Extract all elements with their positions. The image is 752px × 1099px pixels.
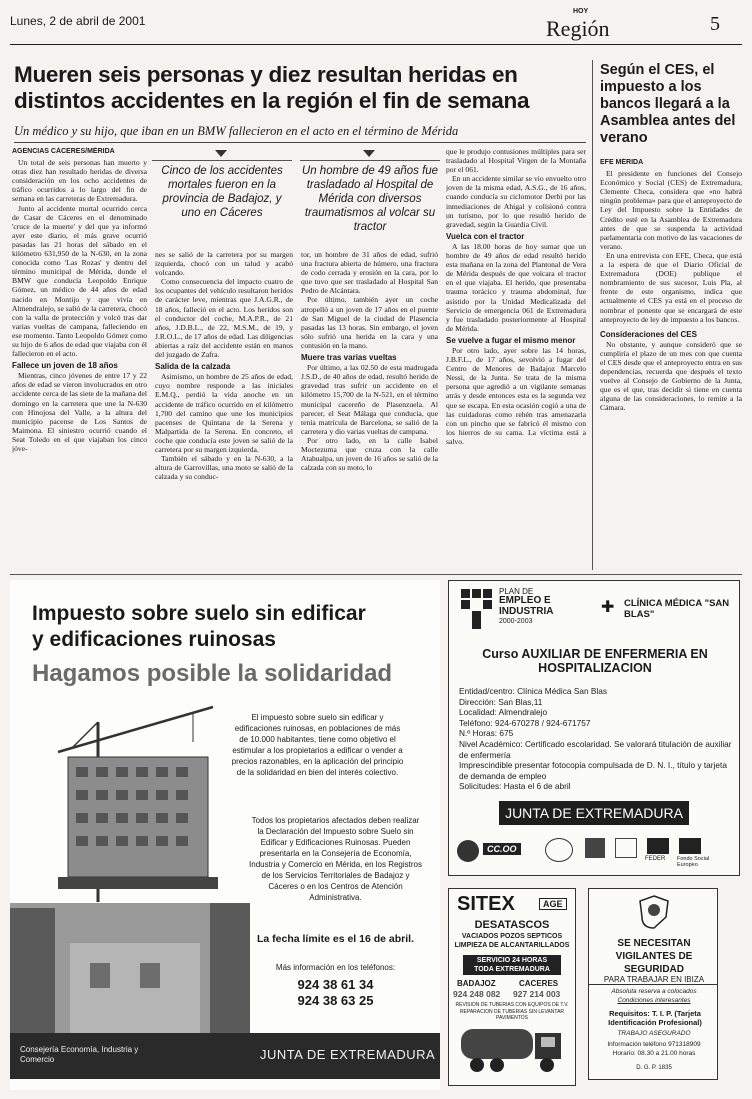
ad-tax-footer bbox=[10, 1033, 440, 1079]
sitex-service-box bbox=[463, 955, 561, 975]
ugt-logo-icon bbox=[457, 840, 479, 862]
sitex-note-1: REVISION DE TUBERIAS CON EQUIPOS DE T.V. bbox=[455, 1002, 569, 1008]
sitex-note-2: REPARACION DE TUBERIAS SIN LEVANTAR PAVIMENTOS bbox=[459, 1009, 565, 1021]
course-title: Curso AUXILIAR DE ENFERMERIA EN HOSPITALIZACION bbox=[482, 647, 708, 675]
article-paragraph: nes se salió de la carretera por su margen izquierda, chocó con un talud y acabó volcando. bbox=[155, 250, 293, 278]
sitex-phone-2: 927 214 003 bbox=[513, 989, 561, 999]
course-junta-banner: JUNTA DE EXTREMADURA bbox=[499, 801, 689, 825]
article-subheading: Salida de la calzada bbox=[155, 362, 231, 372]
header-rule bbox=[10, 44, 742, 45]
security-schedule: Horario: 08.30 a 21.00 horas bbox=[612, 1050, 696, 1057]
sitex-phone-1: 924 248 082 bbox=[453, 989, 501, 999]
sponsor-logos bbox=[457, 834, 733, 870]
course-details bbox=[459, 686, 733, 792]
eu-flag-2-icon bbox=[679, 838, 701, 854]
security-info: Información teléfono 971318909 bbox=[607, 1041, 701, 1048]
security-line-1: Absoluta reserva a colocados bbox=[611, 988, 697, 995]
main-rule bbox=[14, 142, 586, 143]
side-article-body bbox=[600, 158, 742, 568]
tanker-truck-icon bbox=[457, 1019, 567, 1081]
construction-illustration bbox=[28, 702, 228, 922]
plan-line-1: PLAN DE bbox=[499, 587, 534, 596]
article-subheading: Fallece un joven de 18 años bbox=[12, 361, 118, 371]
ad-tax-phone-2: 924 38 63 25 bbox=[297, 993, 374, 1008]
plan-line-2: EMPLEO E bbox=[499, 595, 551, 606]
callout-right-arrow bbox=[363, 150, 375, 157]
article-subheading: Muere tras varias vueltas bbox=[301, 353, 397, 363]
header-paper: HOY bbox=[573, 8, 589, 15]
plan-line-3: INDUSTRIA bbox=[499, 606, 554, 617]
eu-flag-icon bbox=[647, 838, 669, 854]
side-paragraph: El presidente en funciones del Consejo Económico y Social (CES) de Extremadura, Clemente Checa, considera que «no habrá ningún problema» para que el anteproyecto de Ley del Impuesto sobre la Entidades de Crédito esté en la Asamblea de Extremadura antes de que se suspenda la actividad parlamentaria con motivo de las vacaciones de verano. bbox=[600, 169, 742, 251]
ad-tax-deadline: La fecha límite es el 16 de abril. bbox=[257, 933, 414, 945]
cex-logo-icon bbox=[545, 838, 573, 862]
article-byline: AGENCIAS CÁCERES/MÉRIDA bbox=[12, 148, 115, 155]
security-line-3: TRABAJO ASEGURADO bbox=[617, 1030, 691, 1037]
security-line-2: Condiciones interesantes bbox=[617, 997, 691, 1004]
article-column-1 bbox=[12, 147, 147, 567]
security-requirements: Requisitos: T. I. P. (Tarjeta Identificación Profesional) bbox=[608, 1009, 702, 1027]
side-byline: EFE MÉRIDA bbox=[600, 159, 644, 166]
article-column-3 bbox=[301, 250, 438, 567]
security-subtitle: PARA TRABAJAR EN IBIZA bbox=[589, 975, 718, 985]
article-paragraph: Por otro lado, en la calle Isabel Moctezuma que cruza con la calle Atahualpa, un joven de 16 años se salió de la calzada con su moto, lo bbox=[301, 435, 438, 473]
ad-tax-body-2: Todos los propietarios afectados deben realizar la Declaración del Impuesto sobre Suelo sin Edificar y Edificaciones Ruinosas. Pueden presentarla en la Consejería de Economía, Industria y Comercio en Mérida, en los Registros de los Servicios Territoriales de Badajoz y Cáceres o en los Centros de Atención Administrativa. bbox=[249, 816, 422, 902]
course-requests: Solicitudes: Hasta el 6 de abril bbox=[459, 781, 571, 792]
plan-empleo-logo-icon bbox=[461, 589, 495, 629]
sitex-line-1: DESATASCOS bbox=[474, 919, 550, 931]
ad-tax-footer-right: JUNTA DE EXTREMADURA bbox=[260, 1047, 436, 1062]
article-paragraph: A las 18.00 horas de hoy sumar que un hombre de 49 años de edad resultó herido esta mañana en la zona del Plantonal de Vera de Mérida después de que volcara el tractor en el que viajaba. El herido, que presentaba trauma torácico y trauma abdominal, fue asistido por la Unidad Medicalizada del Servicio de emergencia 061 de Extremadura y fue trasladado posteriormente al Hospital de Mérida. bbox=[446, 241, 586, 333]
course-phone: Teléfono: 924-670278 / 924-671757 bbox=[459, 717, 591, 728]
article-paragraph: Por último, a las 02.50 de esta madrugada J.S.D., de 40 años de edad, resultó herido de gravedad tras sufrir un accidente en el kilómetro 15,700 de la N-521, en el término municipal cacereño de Plasenzuela. Al parecer, el Seat Málaga que conducía, que tenía matrícula de Barcelona, se salió de la carretera y dio varias vueltas de campana. bbox=[301, 363, 438, 436]
article-paragraph: Como consecuencia del impacto cuatro de los ocupantes del vehículo resultaron heridos de carácter leve, mientras que J.A.G.R., de 18 años, falleció en el acto. Los heridos son el conductor del coche, M.A.P.R., de 21 años, J.D.B.L., de 22, M.S.M., de 19, y J.R.O.L., de 17 años de edad. Las diligencias abiertas a raíz del accidente están en manos del juzgado de Zafra. bbox=[155, 277, 293, 360]
article-subheading: Vuelca con el tractor bbox=[446, 231, 525, 241]
ad-tax-title-1: Impuesto sobre suelo sin edificar bbox=[32, 602, 366, 625]
callout-left: Cinco de los accidentes mortales fueron en la provincia de Badajoz, y uno en Cáceres bbox=[152, 160, 292, 220]
ad-tax-phones-label: Más información en los teléfonos: bbox=[275, 963, 396, 972]
sitex-brand: SITEX bbox=[457, 893, 515, 915]
article-subheading: Se vuelve a fugar el mismo menor bbox=[446, 335, 576, 345]
article-paragraph: En un accidente similar se vio envuelto otro joven de la misma edad, A.S.G., de 16 años, cuando conducía su ciclomotor Derbi por las inmediaciones de Ahigal y colisionó contra un turismo, por lo que resultó herido de gravedad, según la Guardia Civil. bbox=[446, 174, 586, 229]
ad-tax-slogan: Hagamos posible la solidaridad bbox=[32, 660, 393, 687]
header-date: Lunes, 2 de abril de 2001 bbox=[10, 14, 146, 28]
main-subheadline: Un médico y su hijo, que iban en un BMW fallecieron en el acto en el término de Mérida bbox=[14, 124, 459, 138]
page-header bbox=[10, 8, 742, 46]
article-paragraph: También el sábado y en la N-630, a la altura de Garrovillas, una moto se salió de la calzada y su conduc- bbox=[155, 454, 293, 482]
ad-tax-body-1: El impuesto sobre suelo sin edificar y edificaciones ruinosas, en poblaciones de más de 10.000 habitantes, tiene como objetivo el estimular a los propietarios a edificar o vender a precios razonables, en la aplicación del principio de la solidaridad en bien del interés colectivo. bbox=[231, 713, 404, 777]
header-section: Región bbox=[546, 16, 610, 41]
article-paragraph: tor, un hombre de 31 años de edad, sufrió una fractura abierta de húmero, una fractura de codo cerrada y erosión en la cara, por lo que tuvo que ser trasladado al Hospital San Pedro de Alcántara. bbox=[301, 250, 438, 296]
security-emblem-icon bbox=[638, 895, 670, 929]
ruins-illustration bbox=[10, 903, 250, 1033]
article-paragraph: Un total de seis personas han muerto y otras diez han resultado heridas de diversa consideración en los ocho accidentes de tráfico ocurridos a lo largo del fin de semana en las carreteras de Extremadura. bbox=[12, 158, 147, 204]
sitex-city-2: CACERES bbox=[519, 979, 559, 988]
article-paragraph: Asimismo, un hombre de 25 años de edad, cuyo nombre responde a las iniciales E.M.Q., perdió la vida anoche en un accidente de tráfico ocurrido en el kilómetro 1,700 del camino que une los municipios pacenses de Quintana de la Serena y Malpartida de la Serena. En concreto, el coche que conducía este joven se salió de la carretera por su margen izquierda. bbox=[155, 372, 293, 454]
article-paragraph: Por otro lado, ayer sobre las 14 horas, J.B.F.L., de 17 años, sevolvió a fugar del Centro de Menores de Badajoz Marcelo Nessi, de la Junta. Se trata de la misma persona que agredió a un vigilante semanas atrás y desde entonces esta es la segunda vez que se escapa. En esta ocasión cogió a una de las cuidadoras como rehén tras amenazarla con un pincho que se fabricó él mismo con los hierros de su cama. La víctima está a salvo. bbox=[446, 345, 586, 446]
course-locality: Localidad: Almendralejo bbox=[459, 707, 548, 718]
header-page-number: 5 bbox=[710, 13, 720, 35]
junta-seal-icon bbox=[585, 838, 605, 858]
course-required: Imprescindible presentar fotocopia compulsada de D. N. I., título y tarjeta de demanda de empleo bbox=[459, 760, 727, 781]
course-entity: Entidad/centro: Clínica Médica San Blas bbox=[459, 686, 608, 696]
sitex-city-1: BADAJOZ bbox=[457, 979, 496, 988]
ad-security bbox=[588, 888, 718, 1080]
ad-tax bbox=[10, 580, 440, 1090]
ad-sitex bbox=[448, 888, 576, 1086]
plan-years: 2000-2003 bbox=[499, 618, 533, 625]
column-divider bbox=[592, 60, 593, 570]
article-column-2 bbox=[155, 250, 293, 567]
course-level: Nivel Académico: Certificado escolaridad. Se valorará titulación de auxiliar de enfermería bbox=[459, 738, 732, 760]
security-title: SE NECESITAN VIGILANTES DE SEGURIDAD bbox=[615, 938, 693, 975]
side-subheading: Consideraciones del CES bbox=[600, 329, 697, 339]
side-paragraph: No obstante, y aunque consideró que se cumpliría el plazo de un mes con que cuenta el CES desde que el anteproyecto entra en sus dependencias, recuerda que después el texto vuelve al Consejo de Gobierno de la Junta, que es el que, tras decidir si tiene en cuenta alguna de las consideraciones, lo remite a la Cámara. bbox=[600, 339, 742, 413]
fse-label: Fondo Social Europeo bbox=[677, 856, 710, 868]
clinic-cross-icon: ✚ bbox=[601, 599, 615, 616]
side-paragraph: En una entrevista con EFE, Checa, que está a la espera de que el Diario Oficial de Extremadura (DOE) publique el nombramiento de sus sucesor, Luis Pla, al frente de este organismo, indica que actualmente el CES ya está en el proceso de nombrar el ponente que se encargará de este anteproyecto de ley de impuesto a los bancos. bbox=[600, 250, 742, 324]
main-headline: Mueren seis personas y diez resultan heridas en distintos accidentes en la región el fin de semana bbox=[14, 62, 530, 113]
regional-logo-icon bbox=[615, 838, 637, 858]
ads-rule bbox=[10, 574, 742, 575]
article-column-4 bbox=[446, 147, 586, 567]
feder-label: FEDER bbox=[645, 856, 666, 862]
course-address: Dirección: San Blas,11 bbox=[459, 696, 543, 707]
course-hours: N.º Horas: 675 bbox=[459, 728, 514, 739]
ad-tax-title-2: y edificaciones ruinosas bbox=[32, 628, 276, 651]
article-paragraph: Mientras, cinco jóvenes de entre 17 y 22 años de edad se vieron involucrados en otro accidente cerca de las siete de la mañana del domingo en la carretera que une la N-630 con Hinojosa del Valle, a la altura del municipio pacense de Los Santos de Maimona. El siniestro ocurrió cuando el Seat Toledo en el que viajaban los cinco jóve- bbox=[12, 371, 147, 453]
sitex-service-1: SERVICIO 24 HORAS bbox=[476, 957, 548, 964]
sitex-line-2: VACIADOS POZOS SEPTICOS bbox=[461, 933, 563, 940]
ccoo-logo: CC.OO bbox=[483, 843, 521, 855]
sitex-service-2: TODA EXTREMADURA bbox=[474, 966, 550, 973]
ad-tax-phone-1: 924 38 61 34 bbox=[297, 977, 374, 992]
sitex-line-3: LIMPIEZA DE ALCANTARILLADOS bbox=[454, 942, 570, 949]
article-paragraph: Junto al accidente mortal ocurrido cerca de Casar de Cáceres en el denominado 'cruce de la muerte' y del que ya informó ayer este diario, el más grave ocurrió pasadas las 21 horas del sábado en el kilómetro 631,950 de la N-630, en la zona conocida como 'Las Rozas' y dentro del término municipal de Mérida, donde el BMW que conducía Leopoldo Enrique Gómez, un médico de 44 años de edad nacido en Montijo y que vivía en Almendralejo, se salió de la carretera, chocó con la valla de protección y volcó tras dar varias vueltas de campana, falleciendo en ese momento. Tanto Leopoldo Gómez como su hijo de 6 años de edad que viajaba con él fallecieron en el acto. bbox=[12, 203, 147, 359]
clinic-name: CLÍNICA MÉDICA "SAN BLAS" bbox=[624, 598, 730, 620]
ad-tax-footer-left: Consejería Economía, Industria y Comercio bbox=[20, 1045, 139, 1064]
article-paragraph: Por último, también ayer un coche atropelló a un joven de 17 años en el puente de San Miguel de la ciudad de Plasencia pasadas las 13 horas. Sin embargo, el joven sólo sufrió una herida en la cara y una contusión en la mano. bbox=[301, 295, 438, 350]
callout-left-arrow bbox=[215, 150, 227, 157]
side-headline: Según el CES, el impuesto a los bancos llegará a la Asamblea antes del verano bbox=[600, 62, 736, 146]
security-dgp: D. G. P. 1835 bbox=[636, 1065, 672, 1071]
sitex-tag: AGE bbox=[539, 898, 567, 910]
callout-right: Un hombre de 49 años fue trasladado al Hospital de Mérida con diversos traumatismos al volcar su tractor bbox=[300, 160, 440, 234]
ad-course bbox=[448, 580, 740, 876]
article-paragraph: que le produjo contusiones múltiples para ser trasladado al Hospital Virgen de la Montaña por el 061. bbox=[446, 147, 586, 175]
